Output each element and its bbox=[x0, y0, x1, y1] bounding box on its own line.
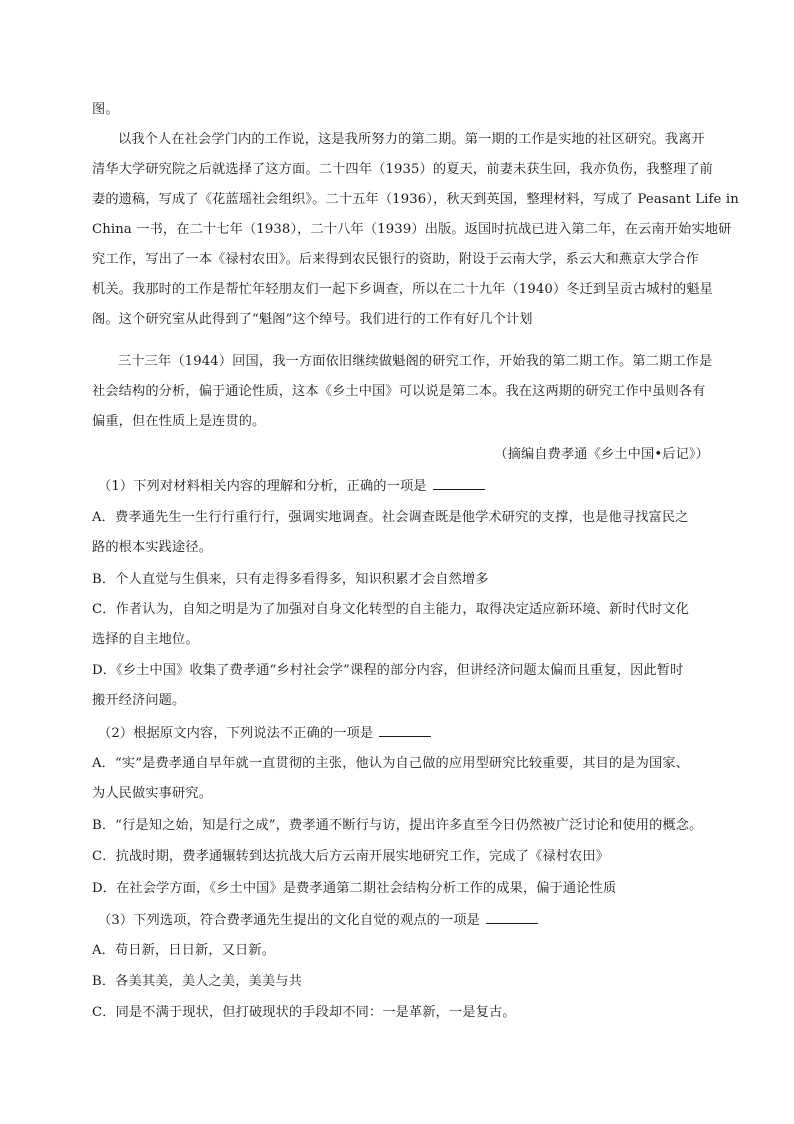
paragraph-line: 社会结构的分析，偏于通论性质，这本《乡土中国》可以说是第二本。我在这两期的研究工作中虽则各有 bbox=[92, 384, 706, 399]
question-2-option-b: B．“行是知之始，知是行之成”，费孝通不断行与访，提出许多直至今日仍然被广泛讨论和使用的概念。 bbox=[92, 818, 703, 833]
answer-blank bbox=[379, 724, 431, 737]
question-3-option-b: B．各美其美，美人之美，美美与共 bbox=[92, 974, 302, 989]
question-1-option-c-cont: 选择的自主地位。 bbox=[92, 632, 199, 647]
paragraph-continuation: 图。 bbox=[92, 102, 119, 117]
answer-blank bbox=[433, 477, 485, 490]
question-2-option-d: D．在社会学方面，《乡土中国》是费孝通第二期社会结构分析工作的成果，偏于通论性质 bbox=[92, 881, 617, 896]
question-1-option-c: C．作者认为，自知之明是为了加强对自身文化转型的自主能力，取得决定适应新环境、新时代时文化 bbox=[92, 602, 690, 617]
paragraph-line: 偏重，但在性质上是连贯的。 bbox=[92, 414, 266, 429]
question-1-option-a-cont: 路的根本实践途径。 bbox=[92, 540, 213, 555]
question-3-option-c: C．同是不满于现状，但打破现状的手段却不同：一是革新，一是复古。 bbox=[92, 1005, 516, 1020]
paragraph-line: 以我个人在社会学门内的工作说，这是我所努力的第二期。第一期的工作是实地的社区研究。我离开 bbox=[118, 132, 705, 147]
paragraph-line: 三十三年（1944）回国，我一方面依旧继续做魁阁的研究工作，开始我的第二期工作。第二期工作是 bbox=[118, 354, 713, 369]
question-1-stem bbox=[98, 477, 709, 496]
paragraph-line: 清华大学研究院之后就选择了这方面。二十四年（1935）的夏天，前妻未获生回，我亦负伤，我整理了前 bbox=[92, 162, 714, 177]
question-3-stem bbox=[98, 911, 709, 930]
question-2-text: （2）根据原文内容，下列说法不正确的一项是 bbox=[98, 726, 374, 741]
paragraph-line: 妻的遗稿，写成了《花蓝瑶社会组织》。二十五年（1936），秋天到英国，整理材料，写成了 Peasant Life in bbox=[92, 192, 739, 207]
question-3-text: （3）下列选项，符合费孝通先生提出的文化自觉的观点的一项是 bbox=[98, 913, 480, 928]
question-1-option-b: B．个人直觉与生俱来，只有走得多看得多，知识积累才会自然增多 bbox=[92, 572, 489, 587]
question-2-option-c: C．抗战时期，费孝通辗转到达抗战大后方云南开展实地研究工作，完成了《禄村农田》 bbox=[92, 849, 610, 864]
paragraph-line: 机关。我那时的工作是帮忙年轻朋友们一起下乡调查，所以在二十九年（1940）冬迁到呈贡古城村的魁星 bbox=[92, 282, 714, 297]
answer-blank bbox=[486, 911, 538, 924]
paragraph-line: 阁。这个研究室从此得到了“魁阁”这个绰号。我们进行的工作有好几个计划 bbox=[92, 312, 533, 327]
paragraph-line: 究工作，写出了一本《禄村农田》。后来得到农民银行的资助，附设于云南大学，系云大和燕京大学合作 bbox=[92, 252, 699, 267]
question-1-option-d-cont: 搬开经济问题。 bbox=[92, 693, 186, 708]
question-2-option-a-cont: 为人民做实事研究。 bbox=[92, 786, 213, 801]
question-3-option-a: A．苟日新，日日新，又日新。 bbox=[92, 943, 276, 958]
paragraph-line: China 一书，在二十七年（1938），二十八年（1939）出版。返国时抗战已进入第二年，在云南开始实地研 bbox=[92, 222, 732, 237]
question-2-option-a: A．“实”是费孝通自早年就一直贯彻的主张，他认为自己做的应用型研究比较重要，其目的是为国家、 bbox=[92, 756, 689, 771]
source-citation: （摘编自费孝通《乡土中国•后记》） bbox=[494, 447, 709, 462]
question-1-option-d: D．《乡土中国》收集了费孝通“乡村社会学”课程的部分内容，但讲经济问题太偏而且重复，因此暂时 bbox=[92, 663, 684, 678]
question-1-option-a: A．费孝通先生一生行行重行行，强调实地调查。社会调查既是他学术研究的支撑，也是他寻找富民之 bbox=[92, 510, 689, 525]
question-1-text: （1）下列对材料相关内容的理解和分析，正确的一项是 bbox=[98, 479, 427, 494]
question-2-stem bbox=[98, 724, 709, 743]
